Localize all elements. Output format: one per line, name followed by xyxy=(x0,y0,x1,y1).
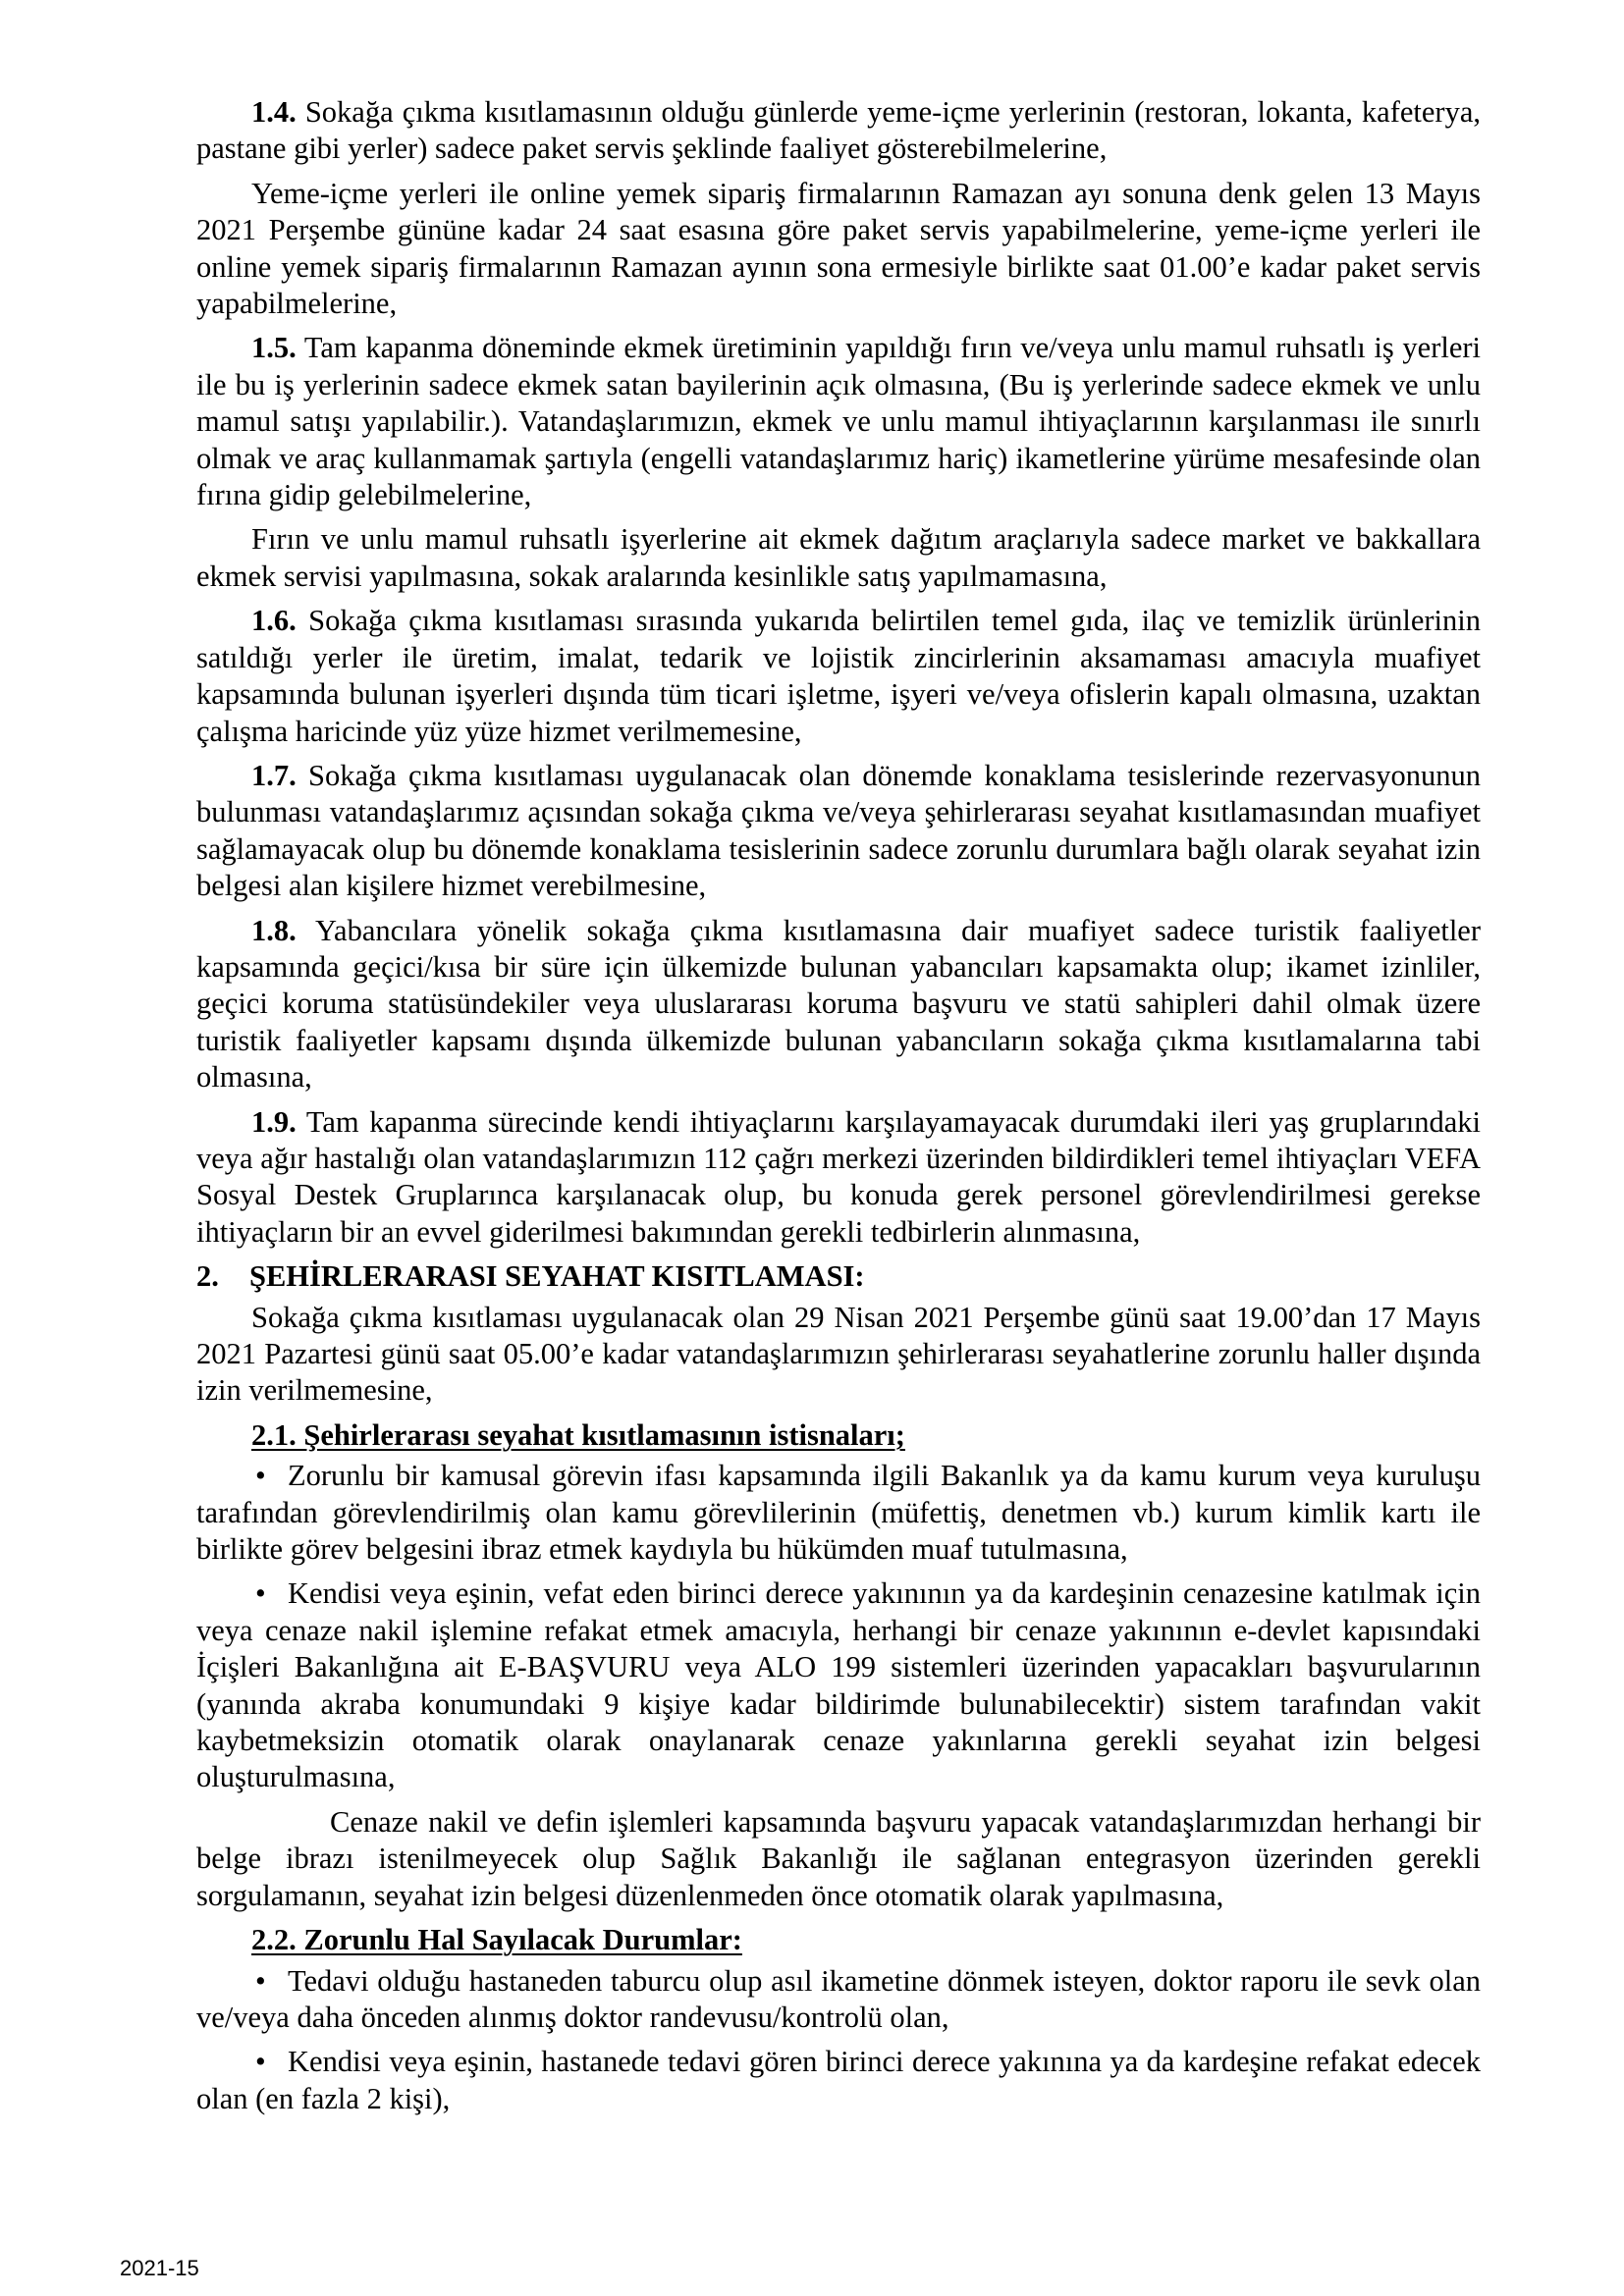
item-text: Sokağa çıkma kısıtlaması sırasında yukarıda belirtilen temel gıda, ilaç ve temizlik ürünlerinin satıldığı yerler ile üretim, imalat, tedarik ve lojistik zincirlerinin aksamaması amacıyla muafiyet kapsamında bulunan işyerleri dışında tüm ticari işletme, işyeri ve/veya ofislerin kapalı olmasına, uzaktan çalışma haricinde yüz yüze hizmet verilmemesine, xyxy=(196,604,1481,748)
list-item-text: Kendisi veya eşinin, hastanede tedavi gören birinci derece yakınına ya da kardeşine refakat edecek olan (en fazla 2 kişi), xyxy=(196,2045,1481,2115)
page-footer-code: 2021-15 xyxy=(120,2256,199,2280)
paragraph-1-8 xyxy=(196,913,1481,1096)
list-item xyxy=(196,2044,1481,2117)
section-number: 2. xyxy=(196,1259,219,1294)
paragraph-1-7 xyxy=(196,758,1481,905)
item-number: 1.7. xyxy=(251,758,297,792)
item-text: Tam kapanma döneminde ekmek üretiminin yapıldığı fırın ve/veya unlu mamul ruhsatlı iş yerleri ile bu iş yerlerinin sadece ekmek satan bayilerinin açık olmasına, (Bu iş yerlerinde sadece ekmek ve unlu mamul satışı yapılabilir.). Vatandaşlarımızın, ekmek ve unlu mamul ihtiyaçlarının karşılanması ile sınırlı olmak ve araç kullanmamak şartıyla (engelli vatandaşlarımız hariç) ikametlerine yürüme mesafesinde olan fırına gidip gelebilmelerine, xyxy=(196,331,1481,512)
item-number: 1.4. xyxy=(251,95,297,129)
funeral-note: Cenaze nakil ve defin işlemleri kapsamında başvuru yapacak vatandaşlarımızdan herhangi bir belge ibrazı istenilmeyecek olup Sağlık Bakanlığı ile sağlanan entegrasyon üzerinden gerekli sorgulamanın, seyahat izin belgesi düzenlenmeden önce otomatik olarak yapılmasına, xyxy=(196,1804,1481,1912)
bullet-icon: • xyxy=(255,1576,266,1611)
list-item-text: Zorunlu bir kamusal görevin ifası kapsamında ilgili Bakanlık ya da kamu kurum veya kuruluşu tarafından görevlendirilmiş olan kamu görevlilerinin (müfettiş, denetmen vb.) kurum kimlik kartı ile birlikte görev belgesini ibraz etmek kaydıyla bu hükümden muaf tutulmasına, xyxy=(196,1459,1481,1567)
item-number: 1.5. xyxy=(251,331,297,365)
subsection-2-2-heading: 2.2. Zorunlu Hal Sayılacak Durumlar: xyxy=(251,1923,742,1957)
bullet-icon: • xyxy=(255,1963,266,1998)
item-text: Sokağa çıkma kısıtlaması uygulanacak olan dönemde konaklama tesislerinde rezervasyonunun bulunması vatandaşlarımız açısından sokağa çıkma ve/veya şehirlerarası seyahat kısıtlamasından muafiyet sağlamayacak olup bu dönemde konaklama tesislerinin sadece zorunlu durumlara bağlı olarak seyahat izin belgesi alan kişilere hizmet verebilmesine, xyxy=(196,758,1481,903)
list-item-text: Tedavi olduğu hastaneden taburcu olup asıl ikametine dönmek isteyen, doktor raporu ile sevk olan ve/veya daha önceden alınmış doktor randevusu/kontrolü olan, xyxy=(196,1963,1481,2034)
section-2-intro: Sokağa çıkma kısıtlaması uygulanacak olan 29 Nisan 2021 Perşembe günü saat 19.00’dan 17 Mayıs 2021 Pazartesi günü saat 05.00’e kadar vatandaşlarımızın şehirlerarası seyahatlerine zorunlu haller dışında izin verilmemesine, xyxy=(196,1300,1481,1408)
list-item-text: Kendisi veya eşinin, vefat eden birinci derece yakınının ya da kardeşinin cenazesine katılmak için veya cenaze nakil işlemine refakat etmek amacıyla, herhangi bir cenaze yakınının e-devlet kapısındaki İçişleri Bakanlığına ait E-BAŞVURU veya ALO 199 sistemleri üzerinden yapacakları başvurularının (yanında akraba konumundaki 9 kişiye kadar bildirimde bulunabilecektir) sistem tarafından vakit kaybetmeksizin otomatik olarak onaylanarak cenaze yakınlarına gerekli seyahat izin belgesi oluşturulmasına, xyxy=(196,1576,1481,1794)
bullet-icon: • xyxy=(255,1459,266,1493)
item-text: Sokağa çıkma kısıtlamasının olduğu günlerde yeme-içme yerlerinin (restoran, lokanta, kafeterya, pastane gibi yerler) sadece paket servis şeklinde faaliyet gösterebilmelerine, xyxy=(196,95,1481,166)
item-text: Yabancılara yönelik sokağa çıkma kısıtlamasına dair muafiyet sadece turistik faaliyetler kapsamında geçici/kısa bir süre için ülkemizde bulunan yabancıları kapsamakta olup; ikamet izinliler, geçici koruma statüsündekiler veya uluslararası koruma başvuru ve statü sahipleri dahil olmak üzere turistik faaliyetler kapsamı dışında ülkemizde bulunan yabancıların sokağa çıkma kısıtlamalarına tabi olmasına, xyxy=(196,913,1481,1095)
list-item xyxy=(196,1458,1481,1568)
list-item xyxy=(196,1963,1481,2037)
item-number: 1.9. xyxy=(251,1104,297,1139)
paragraph-1-6 xyxy=(196,603,1481,750)
paragraph-1-9 xyxy=(196,1104,1481,1252)
paragraph-1-4 xyxy=(196,94,1481,168)
subsection-2-1-heading: 2.1. Şehirlerarası seyahat kısıtlamasının istisnaları; xyxy=(251,1417,905,1452)
item-number: 1.6. xyxy=(251,604,297,638)
paragraph-1-5-continued: Fırın ve unlu mamul ruhsatlı işyerlerine ait ekmek dağıtım araçlarıyla sadece market ve bakkallara ekmek servisi yapılmasına, sokak aralarında kesinlikle satış yapılmamasına, xyxy=(196,522,1481,593)
section-2-heading xyxy=(196,1258,1481,1295)
paragraph-1-4-continued: Yeme-içme yerleri ile online yemek sipariş firmalarının Ramazan ayı sonuna denk gelen 13 Mayıs 2021 Perşembe gününe kadar 24 saat esasına göre paket servis yapabilmelerine, yeme-içme yerleri ile online yemek sipariş firmalarının Ramazan ayının sona ermesiyle birlikte saat 01.00’e kadar paket servis yapabilmelerine, xyxy=(196,176,1481,321)
item-number: 1.8. xyxy=(251,913,297,947)
paragraph-1-5 xyxy=(196,330,1481,513)
document-page xyxy=(196,94,1481,2125)
item-text: Tam kapanma sürecinde kendi ihtiyaçlarını karşılayamayacak durumdaki ileri yaş gruplarındaki veya ağır hastalığı olan vatandaşlarımızın 112 çağrı merkezi üzerinden bildirdikleri temel ihtiyaçları VEFA Sosyal Destek Gruplarınca karşılanacak olup, bu konuda gerek personel görevlendirilmesi gerekse ihtiyaçların bir an evvel giderilmesi bakımından gerekli tedbirlerin alınmasına, xyxy=(196,1104,1481,1249)
section-title: ŞEHİRLERARASI SEYAHAT KISITLAMASI: xyxy=(249,1259,865,1294)
list-item xyxy=(196,1575,1481,1795)
bullet-icon: • xyxy=(255,2045,266,2079)
